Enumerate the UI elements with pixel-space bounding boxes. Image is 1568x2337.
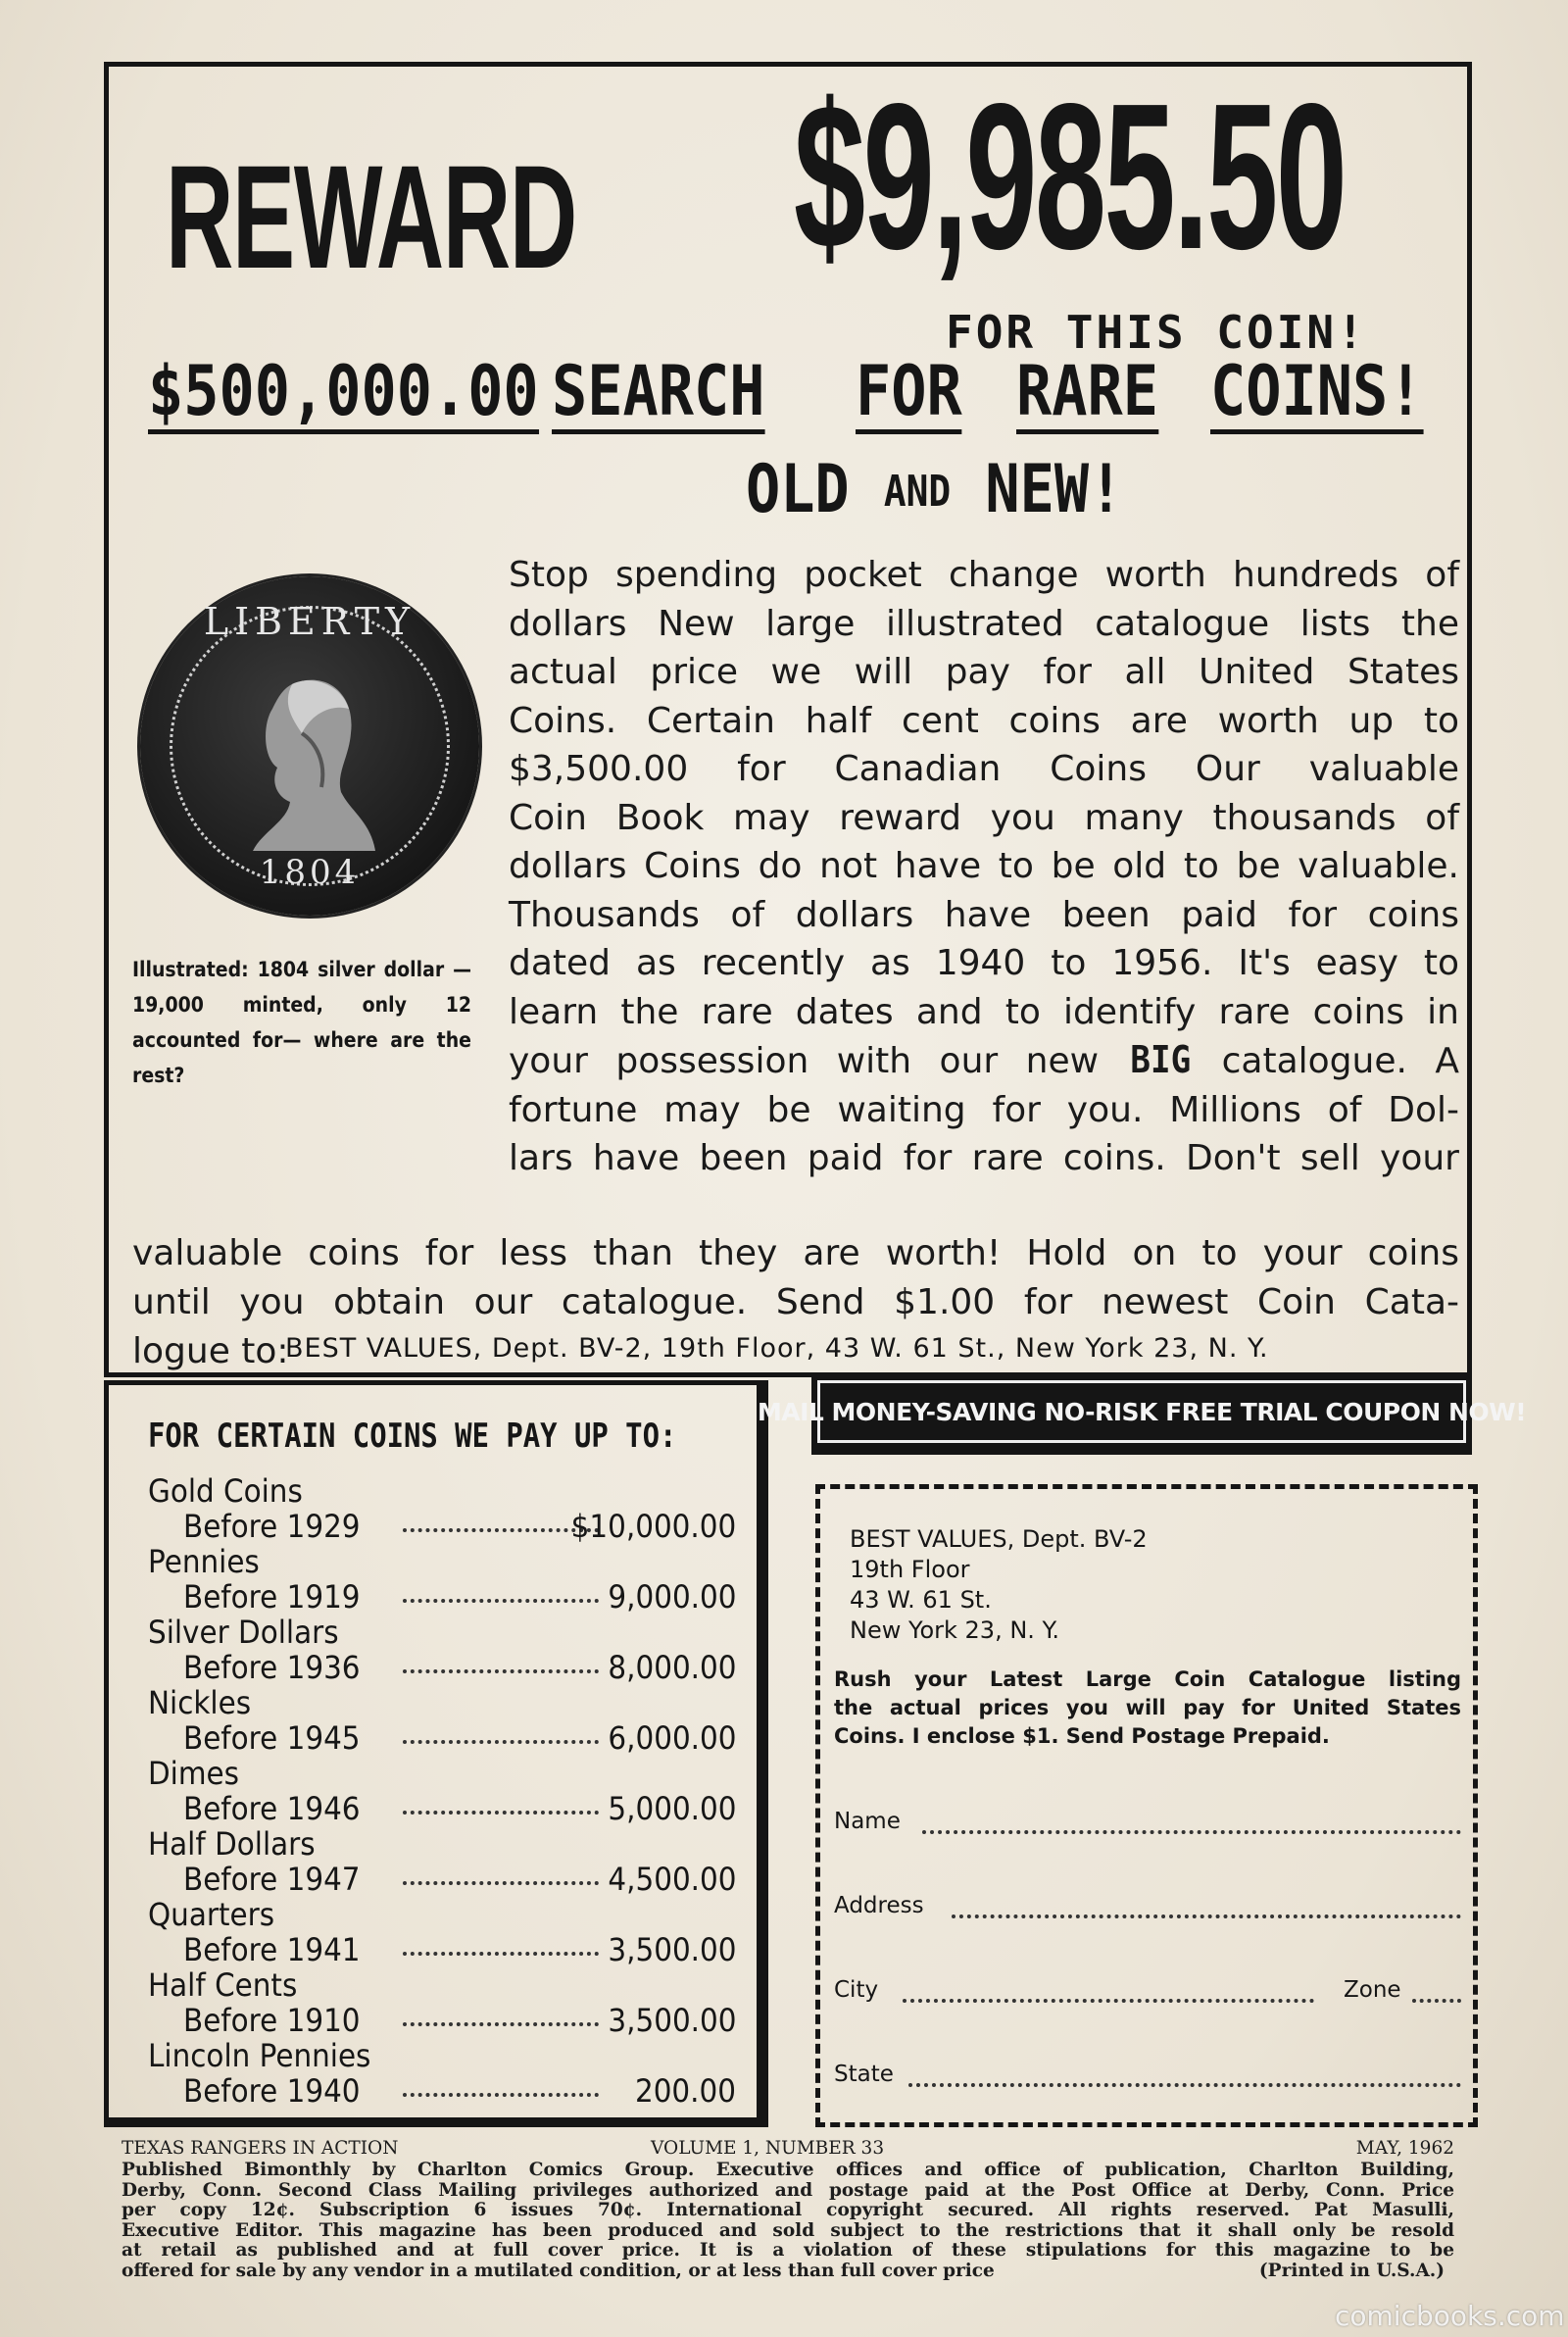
price-row — [148, 2073, 736, 2109]
footer-line: per copy 12¢. Subscription 6 issues 70¢. International copyright secured. All rights reserved. Pat Masulli, — [122, 2200, 1454, 2220]
order-coupon[interactable] — [815, 1484, 1478, 2127]
coupon-request-line: Rush your Latest Large Coin Catalogue listing — [834, 1667, 1461, 1691]
price-value: 200.00 — [634, 2072, 736, 2110]
footer-line: Derby, Conn. Second Class Mailing privileges authorized and postage paid at the Post Office at Derby, Conn. Price — [122, 2179, 1454, 2201]
coupon-request-line: Coins. I enclose $1. Send Postage Prepaid. — [834, 1724, 1330, 1748]
price-before: Before 1910 — [183, 2002, 361, 2039]
price-before: Before 1940 — [183, 2072, 361, 2110]
leader-dots — [403, 2093, 599, 2097]
new-word: NEW! — [985, 451, 1124, 528]
advertisement-box — [104, 62, 1472, 1377]
footer-title: TEXAS RANGERS IN ACTION — [122, 2138, 399, 2159]
zone-blank[interactable] — [1412, 1999, 1461, 2003]
search-for-word: FOR — [856, 353, 962, 434]
footer-last-row — [122, 2262, 1454, 2282]
price-before: Before 1936 — [183, 1649, 361, 1686]
price-value: 8,000.00 — [607, 1649, 736, 1686]
price-before: Before 1945 — [183, 1719, 361, 1757]
printed-in-usa: (Printed in U.S.A.) — [1258, 2260, 1445, 2281]
price-coin-name: Pennies — [148, 1543, 260, 1580]
coin-caption: Illustrated: 1804 silver dollar — 19,000 minted, only 12 accounted for— where are the rest? — [132, 958, 471, 1087]
price-row — [148, 2003, 736, 2038]
coupon-address — [850, 1524, 1148, 1646]
coupon-address-line: 43 W. 61 St. — [850, 1586, 992, 1614]
leader-dots — [403, 1740, 599, 1744]
price-value: 5,000.00 — [607, 1790, 736, 1827]
name-field[interactable] — [834, 1809, 1461, 1848]
price-table-title: FOR CERTAIN COINS WE PAY UP TO: — [148, 1417, 677, 1456]
search-amount: $500,000.00 — [148, 353, 539, 434]
price-row — [148, 1862, 736, 1897]
price-coin-name: Gold Coins — [148, 1472, 303, 1510]
price-row — [148, 1579, 736, 1615]
coupon-address-line: BEST VALUES, Dept. BV-2 — [850, 1525, 1148, 1553]
site-watermark: comicbooks.com — [1335, 2300, 1565, 2332]
price-coin-name: Silver Dollars — [148, 1614, 339, 1651]
silver-dollar-coin-image — [140, 576, 479, 916]
city-label: City — [834, 1977, 879, 2003]
zone-label: Zone — [1344, 1977, 1401, 2003]
state-blank[interactable] — [908, 2083, 1461, 2087]
price-coin-name: Half Cents — [148, 1966, 298, 2004]
footer-volume: VOLUME 1, NUMBER 33 — [651, 2138, 885, 2159]
footer-line: Executive Editor. This magazine has been produced and sold subject to the restrictions that it shall only be resold — [122, 2219, 1454, 2241]
body-line: Stop spending pocket change worth hundreds of — [509, 555, 1459, 595]
body-line-big — [509, 1036, 1459, 1086]
old-word: OLD — [746, 451, 850, 528]
body-line: learn the rare dates and to identify rare coins in — [509, 991, 1459, 1032]
price-row — [148, 1509, 736, 1544]
price-coin-name: Nickles — [148, 1684, 252, 1721]
search-headline — [148, 353, 1461, 441]
coin-liberty-text: LIBERTY — [203, 600, 416, 643]
old-and-new — [746, 451, 1124, 528]
name-blank[interactable] — [922, 1830, 1461, 1834]
body-line: dollars New large illustrated catalogue lists the — [509, 603, 1459, 644]
headline — [158, 60, 1461, 367]
price-before: Before 1946 — [183, 1790, 361, 1827]
leader-dots — [403, 1811, 599, 1815]
price-list — [148, 1473, 736, 2109]
name-label: Name — [834, 1809, 901, 1834]
leader-dots — [403, 1881, 599, 1885]
coupon-banner — [757, 1374, 1527, 1455]
price-coin-name: Quarters — [148, 1896, 275, 1933]
price-before: Before 1919 — [183, 1578, 361, 1616]
price-value: 9,000.00 — [607, 1578, 736, 1616]
price-value: 3,500.00 — [607, 1931, 736, 1968]
body-line: actual price we will pay for all United States — [509, 652, 1459, 692]
leader-dots — [403, 1599, 599, 1603]
body-line: dollars Coins do not have to be old to be valuable. — [509, 846, 1459, 886]
body-line: Coins. Certain half cent coins are worth up to — [509, 700, 1459, 741]
coin-year-text: 1804 — [259, 853, 361, 892]
price-coin-name: Half Dollars — [148, 1825, 316, 1863]
body-line: $3,500.00 for Canadian Coins Our valuable — [509, 749, 1459, 789]
price-row — [148, 1791, 736, 1826]
price-value: 4,500.00 — [607, 1861, 736, 1898]
price-table — [104, 1380, 768, 2127]
coupon-request-line: the actual prices you will pay for United States — [834, 1696, 1461, 1719]
body-line: dated as recently as 1940 to 1956. It's easy to — [509, 943, 1459, 983]
big-word: BIG — [1129, 1038, 1191, 1081]
reward-amount: $9,985.50 — [794, 60, 1346, 292]
footer-line: offered for sale by any vendor in a mutilated condition, or at less than full cover price — [122, 2260, 995, 2281]
coupon-banner-text: MAIL MONEY-SAVING NO-RISK FREE TRIAL COUPON NOW! — [817, 1380, 1466, 1443]
footer-line: at retail as published and at full cover price. It is a violation of these stipulations for this magazine to be — [122, 2240, 1454, 2261]
price-before: Before 1941 — [183, 1931, 361, 1968]
body-wide-line: until you obtain our catalogue. Send $1.00 for newest Coin Cata- — [132, 1282, 1459, 1322]
for-this-coin: FOR THIS COIN! — [946, 306, 1367, 359]
reward-word: REWARD — [166, 134, 576, 299]
body-line: Coin Book may reward you many thousands of — [509, 797, 1459, 838]
footer-header — [122, 2139, 1454, 2161]
price-row — [148, 1932, 736, 1967]
state-label: State — [834, 2062, 894, 2087]
and-word: AND — [883, 467, 952, 517]
footer-date: MAY, 1962 — [1355, 2138, 1454, 2159]
city-blank[interactable] — [903, 1999, 1314, 2003]
big-line-before: your possession with our new — [509, 1041, 1100, 1081]
body-line: fortune may be waiting for you. Millions of Dol- — [509, 1089, 1459, 1130]
price-coin-name: Dimes — [148, 1755, 239, 1792]
body-line: lars have been paid for rare coins. Don't sell your — [509, 1138, 1459, 1178]
search-rare-word: RARE — [1016, 353, 1158, 434]
address-field[interactable] — [834, 1893, 1461, 1932]
footer-line: Published Bimonthly by Charlton Comics Group. Executive offices and office of publication, Charlton Building, — [122, 2160, 1454, 2180]
coupon-address-line: 19th Floor — [850, 1556, 970, 1583]
body-line: Thousands of dollars have been paid for coins — [509, 894, 1459, 935]
leader-dots — [403, 2022, 599, 2026]
coupon-request-text — [834, 1666, 1461, 1751]
big-line-after: catalogue. A — [1221, 1041, 1459, 1081]
search-coins-word: COINS! — [1210, 353, 1423, 434]
body-wide-line: logue to: — [132, 1331, 289, 1371]
mailing-address: BEST VALUES, Dept. BV-2, 19th Floor, 43 W. 61 St., New York 23, N. Y. — [285, 1333, 1269, 1364]
price-before: Before 1947 — [183, 1861, 361, 1898]
price-value: 3,500.00 — [607, 2002, 736, 2039]
coupon-address-line: New York 23, N. Y. — [850, 1616, 1059, 1644]
address-label: Address — [834, 1893, 924, 1918]
price-value: $10,000.00 — [570, 1508, 736, 1545]
leader-dots — [403, 1669, 599, 1673]
publication-footer — [122, 2139, 1454, 2282]
ad-body-text — [509, 551, 1459, 1183]
leader-dots — [403, 1952, 599, 1956]
body-wide-line: valuable coins for less than they are worth! Hold on to your coins — [132, 1233, 1459, 1273]
state-field[interactable] — [834, 2062, 1461, 2101]
price-before: Before 1929 — [183, 1508, 361, 1545]
liberty-bust-icon — [233, 665, 380, 851]
price-coin-name: Lincoln Pennies — [148, 2037, 371, 2074]
search-word: SEARCH — [552, 353, 764, 434]
price-row — [148, 1650, 736, 1685]
price-row — [148, 1720, 736, 1756]
city-zone-field[interactable] — [834, 1977, 1461, 2016]
leader-dots — [403, 1528, 599, 1532]
address-blank[interactable] — [952, 1914, 1461, 1918]
price-value: 6,000.00 — [607, 1719, 736, 1757]
